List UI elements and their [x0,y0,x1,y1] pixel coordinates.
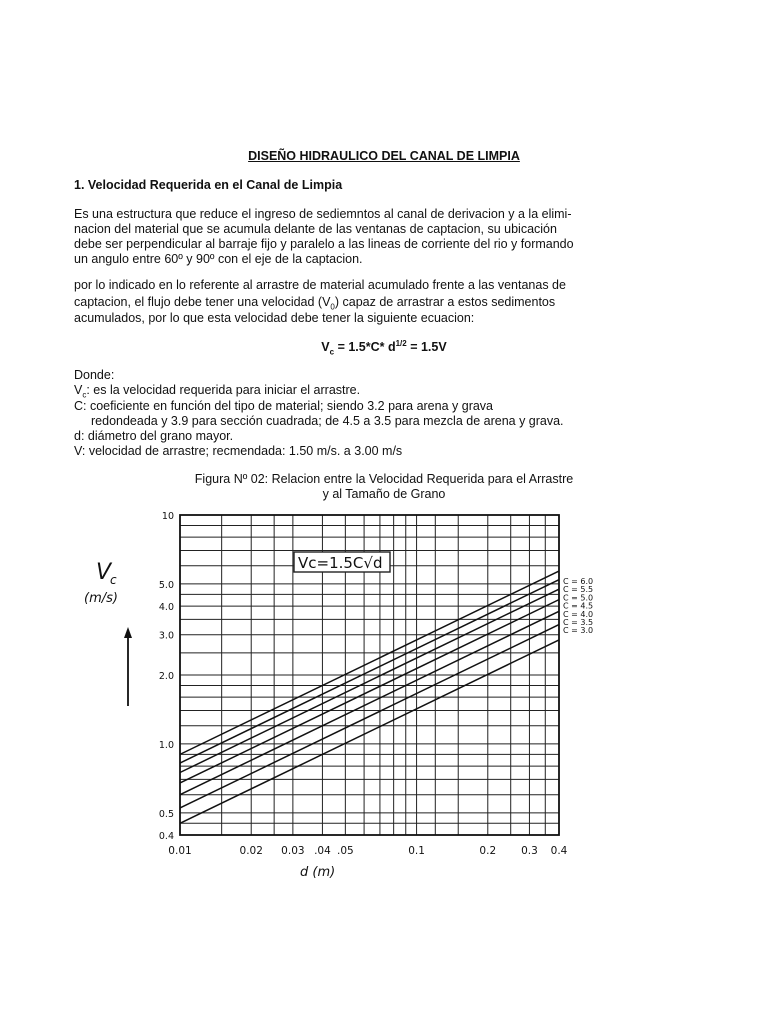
vc-def-text: : es la velocidad requerida para iniciar el arrastre. [86,383,361,398]
intro-paragraph [74,207,574,267]
intro-line-3: debe ser perpendicular al barraje fijo y paralelo a las lineas de corriente del rio y formando [74,237,574,251]
donde-label: Donde: [74,368,115,382]
y-tick-label: 5.0 [158,579,174,591]
arrow-head-icon [124,627,132,638]
legend-entry: C = 4.0 [563,609,594,619]
y-label-sub: c [110,573,117,587]
x-tick-label: 0.1 [408,845,425,857]
y-tick-labels [159,511,174,842]
y-axis-label [84,560,132,706]
figure-caption [0,472,768,502]
formula-box [294,552,390,572]
series-line [180,600,559,783]
formula-exponent: 1/2 [395,338,407,348]
y-tick-label: 0.5 [158,808,174,820]
velocity-line-2-sub: 0 [330,302,335,311]
x-tick-label: 0.3 [521,845,538,857]
y-label-v: V [96,560,112,585]
intro-line-4: un angulo entre 60º y 90º con el eje de la captacion. [74,252,363,266]
x-tick-label: .04 [314,845,331,857]
velocity-grain-size-chart [0,500,768,880]
section-heading: 1. Velocidad Requerida en el Canal de Limpia [74,178,343,192]
document-title: DISEÑO HIDRAULICO DEL CANAL DE LIMPIA [248,149,520,163]
series-line [180,580,559,763]
x-tick-label: 0.02 [239,845,263,857]
definitions-list [74,368,564,460]
caption-line-2: y al Tamaño de Grano [322,487,446,501]
formula-v-sub: c [329,347,335,357]
formula-end: = 1.5V [406,340,447,354]
velocity-formula [0,338,768,357]
chart-legend [563,577,593,635]
velocity-line-2 [74,294,574,311]
legend-entry: C = 5.5 [563,585,594,595]
caption-line-1: Figura Nº 02: Relacion entre la Velocidad Requerida para el Arrastre [194,472,574,486]
d-definition: d: diámetro del grano mayor. [74,429,234,444]
vc-def-v: V [74,383,83,398]
formula-v: V [321,340,330,354]
x-tick-label: 0.03 [281,845,305,857]
velocity-line-2-post: ) capaz de arrastrar a estos sedimentos [334,294,556,309]
series-line [180,640,559,823]
v-definition: V: velocidad de arrastre; recmendada: 1.50 m/s. a 3.00 m/s [74,444,403,459]
formula-mid: = 1.5*C* d [334,340,396,354]
x-tick-label: 0.2 [479,845,497,857]
series-line [180,625,559,808]
intro-line-2: nacion del material que se acumula delante de las ventanas de captacion, su ubicación [74,222,557,236]
vc-def-sub: c [82,390,87,400]
velocity-paragraph [74,277,574,327]
y-tick-label: 2.0 [158,671,174,682]
y-tick-label: 1.0 [158,739,174,751]
c-definition-line-1: C: coeficiente en función del tipo de material; siendo 3.2 para arena y grava [74,398,494,413]
series-line [180,589,559,772]
x-tick-label: .05 [337,845,354,857]
x-axis-label: d (m) [300,865,336,880]
vc-definition [74,383,564,398]
y-tick-label: 4.0 [158,602,174,614]
y-tick-label: 0.4 [158,831,174,842]
legend-entry: C = 6.0 [563,577,594,586]
legend-entry: C = 3.5 [563,618,594,627]
series-line [180,571,559,754]
c-definition-line-2: redondeada y 3.9 para sección cuadrada; de 4.5 a 3.5 para mezcla de arena y grava. [91,413,564,428]
x-tick-label: 0.01 [168,845,192,857]
legend-entry: C = 4.5 [563,601,594,611]
legend-entry: C = 5.0 [563,593,594,603]
velocity-line-1: por lo indicado en lo referente al arrastre de material acumulado frente a las ventanas de [74,278,566,292]
velocity-line-3: acumulados, por lo que esta velocidad debe tener la siguiente ecuacion: [74,311,475,325]
y-tick-label: 3.0 [158,630,174,642]
legend-entry: C = 3.0 [563,626,594,636]
x-tick-labels [168,845,567,857]
series-line [180,611,559,794]
x-tick-label: 0.4 [550,845,568,857]
y-tick-label: 10 [161,511,174,522]
formula-box-text: Vc=1.5C√d [298,554,383,572]
y-label-units: (m/s) [84,591,118,606]
velocity-line-2-pre: captacion, el flujo debe tener una velocidad (V [74,294,331,309]
intro-line-1: Es una estructura que reduce el ingreso de sediemntos al canal de derivacion y a la elimi- [74,207,572,221]
